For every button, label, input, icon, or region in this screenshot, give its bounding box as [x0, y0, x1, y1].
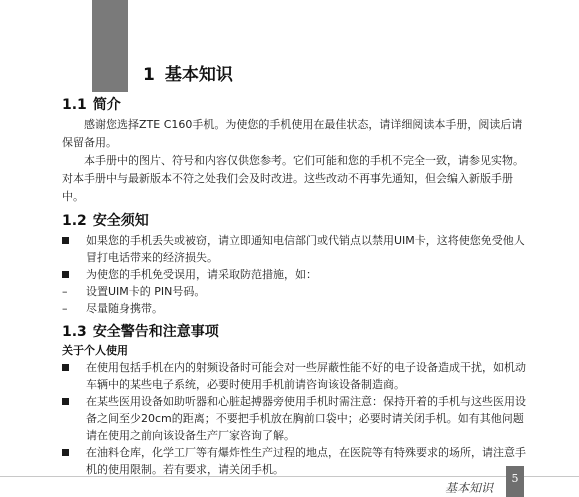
section-title: 安全警告和注意事项 — [92, 324, 219, 340]
list-item — [62, 444, 532, 478]
section-title: 简介 — [92, 97, 121, 113]
dash-icon: – — [62, 285, 68, 298]
bullet-square-icon — [62, 271, 69, 278]
bullet-square-icon — [62, 449, 69, 456]
list-item-text: 在油料仓库，化学工厂等有爆炸性生产过程的地点，在医院等有特殊要求的场所，请注意手机的使用限制。若有要求，请关闭手机。 — [86, 446, 526, 476]
section-heading-1-2 — [62, 210, 532, 228]
footer-rule — [0, 476, 579, 477]
chapter-tab-marker — [92, 0, 128, 92]
chapter-number: 1 — [143, 65, 155, 85]
bullet-square-icon — [62, 398, 69, 405]
section-title: 安全须知 — [92, 213, 149, 229]
list-item — [62, 266, 532, 283]
sub-list-item-text: 设置UIM卡的 PIN号码。 — [86, 285, 206, 298]
section-number: 1.1 — [62, 97, 87, 113]
list-item-text: 如果您的手机丢失或被窃，请立即通知电信部门或代销点以禁用UIM卡，这将使您免受他人冒打电话带来的经济损失。 — [86, 234, 525, 264]
sub-list-item — [62, 283, 532, 300]
list-item-text: 在使用包括手机在内的射频设备时可能会对一些屏蔽性能不好的电子设备造成干扰，如机动车辆中的某些电子系统，必要时使用手机前请咨询该设备制造商。 — [86, 361, 526, 391]
footer-chapter-label: 基本知识 — [444, 481, 493, 495]
subheading: 关于个人使用 — [62, 344, 128, 357]
intro-paragraph: 本手册中的图片、符号和内容仅供您参考。它们可能和您的手机不完全一致，请参见实物。对本手册中与最新版本不符之处我们会及时改进。这些改动不再事先通知，但会编入新版手册中。 — [62, 154, 524, 203]
page-number: 5 — [506, 466, 524, 497]
bullet-square-icon — [62, 364, 69, 371]
section-heading-1-3 — [62, 321, 532, 339]
list-item — [62, 393, 532, 444]
list-item — [62, 359, 532, 393]
sub-list-item — [62, 300, 532, 317]
list-item-text: 为使您的手机免受误用，请采取防范措施，如： — [86, 268, 317, 281]
list-item-text: 在某些医用设备如助听器和心脏起搏器旁使用手机时需注意：保持开着的手机与这些医用设备之间至少20cm的距离；不要把手机放在胸前口袋中；必要时请关闭手机。如有其他问题请在使用之前向该设备生产厂家咨询了解。 — [86, 395, 526, 442]
list-item — [62, 232, 532, 266]
chapter-title — [143, 60, 233, 85]
document-body — [62, 94, 532, 478]
section-heading-1-1 — [62, 94, 532, 112]
bullet-square-icon — [62, 237, 69, 244]
sub-list-item-text: 尽量随身携带。 — [86, 302, 163, 315]
intro-paragraph: 感谢您选择ZTE C160手机。为使您的手机使用在最佳状态，请详细阅读本手册，阅读后请保留备用。 — [62, 118, 523, 149]
section-number: 1.3 — [62, 324, 87, 340]
chapter-title-text: 基本知识 — [164, 65, 233, 85]
section-number: 1.2 — [62, 213, 87, 229]
dash-icon: – — [62, 302, 68, 315]
